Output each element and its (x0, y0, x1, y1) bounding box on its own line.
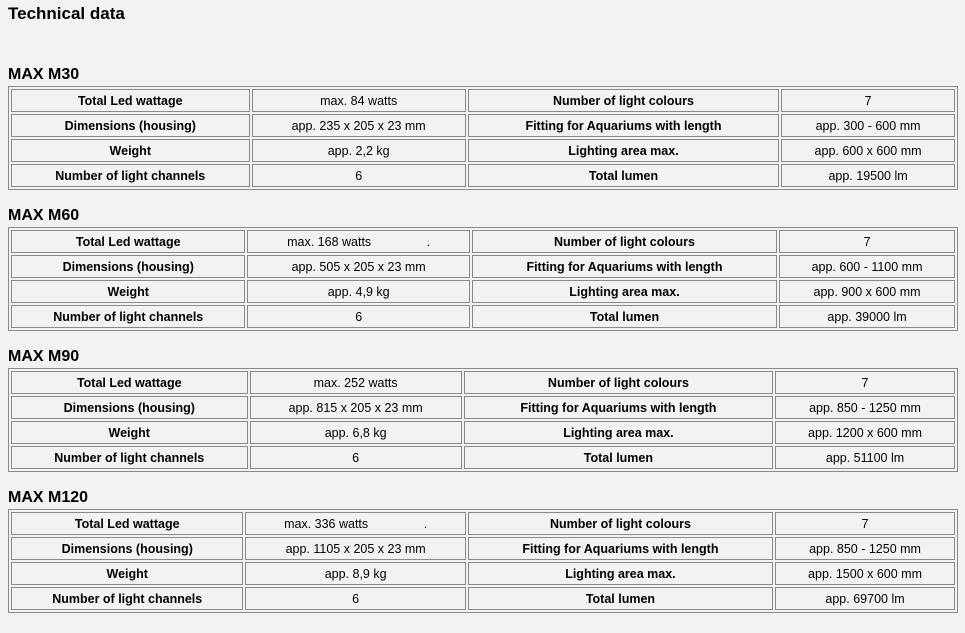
spec-label: Lighting area max. (464, 421, 773, 444)
spec-value: app. 8,9 kg (245, 562, 465, 585)
spec-table (8, 227, 958, 331)
spec-table (8, 368, 958, 472)
spec-label: Fitting for Aquariums with length (472, 255, 777, 278)
spec-label: Lighting area max. (472, 280, 777, 303)
spec-value: 7 (779, 230, 955, 253)
spec-value: app. 2,2 kg (252, 139, 466, 162)
table-row (11, 562, 955, 585)
model-title: MAX M30 (8, 66, 80, 83)
spec-label: Number of light colours (468, 89, 779, 112)
spec-value: max. 168 watts . (247, 230, 469, 253)
spec-value: app. 600 - 1100 mm (779, 255, 955, 278)
model-section-m90 (8, 346, 958, 472)
spec-value: app. 4,9 kg (247, 280, 469, 303)
table-row (11, 255, 955, 278)
model-title: MAX M120 (8, 489, 89, 506)
spec-value: app. 815 x 205 x 23 mm (250, 396, 462, 419)
spec-value: app. 69700 lm (775, 587, 955, 610)
spec-value: 6 (247, 305, 469, 328)
spec-table (8, 86, 958, 190)
table-row (11, 89, 955, 112)
spec-table (8, 509, 958, 613)
spec-label: Number of light channels (11, 446, 248, 469)
spec-value: max. 252 watts (250, 371, 462, 394)
spec-value: app. 1500 x 600 mm (775, 562, 955, 585)
spec-value: 7 (775, 371, 955, 394)
spec-value: max. 84 watts (252, 89, 466, 112)
spec-label: Total lumen (472, 305, 777, 328)
page-title: Technical data (8, 4, 125, 23)
spec-label: Lighting area max. (468, 139, 779, 162)
table-row (11, 421, 955, 444)
spec-value: app. 850 - 1250 mm (775, 537, 955, 560)
table-row (11, 305, 955, 328)
spec-label: Weight (11, 139, 250, 162)
spec-value: app. 51100 lm (775, 446, 955, 469)
spec-label: Total lumen (464, 446, 773, 469)
spec-value: app. 235 x 205 x 23 mm (252, 114, 466, 137)
table-row (11, 164, 955, 187)
table-row (11, 537, 955, 560)
spec-value: 7 (781, 89, 955, 112)
spec-value: app. 600 x 600 mm (781, 139, 955, 162)
spec-value: app. 300 - 600 mm (781, 114, 955, 137)
spec-label: Weight (11, 421, 248, 444)
table-row (11, 587, 955, 610)
spec-label: Total Led wattage (11, 230, 245, 253)
spec-value: app. 1105 x 205 x 23 mm (245, 537, 465, 560)
spec-label: Dimensions (housing) (11, 114, 250, 137)
spec-label: Total lumen (468, 587, 773, 610)
spec-value: app. 19500 lm (781, 164, 955, 187)
model-title: MAX M90 (8, 348, 80, 365)
table-row (11, 371, 955, 394)
table-row (11, 280, 955, 303)
spec-label: Number of light channels (11, 587, 243, 610)
table-row (11, 114, 955, 137)
spec-label: Total Led wattage (11, 512, 243, 535)
spec-label: Fitting for Aquariums with length (468, 114, 779, 137)
spec-value: 6 (250, 446, 462, 469)
spec-value: app. 1200 x 600 mm (775, 421, 955, 444)
spec-value: app. 505 x 205 x 23 mm (247, 255, 469, 278)
spec-value: app. 6,8 kg (250, 421, 462, 444)
spec-value: 6 (252, 164, 466, 187)
table-row (11, 512, 955, 535)
model-section-m60 (8, 205, 958, 331)
spec-label: Dimensions (housing) (11, 537, 243, 560)
spec-label: Dimensions (housing) (11, 255, 245, 278)
spec-value: app. 39000 lm (779, 305, 955, 328)
spec-label: Total Led wattage (11, 371, 248, 394)
table-row (11, 139, 955, 162)
model-section-m120 (8, 487, 958, 613)
spec-value: 7 (775, 512, 955, 535)
table-row (11, 446, 955, 469)
spec-label: Number of light colours (468, 512, 773, 535)
spec-label: Number of light channels (11, 305, 245, 328)
spec-label: Weight (11, 562, 243, 585)
spec-label: Number of light channels (11, 164, 250, 187)
table-row (11, 396, 955, 419)
spec-value: 6 (245, 587, 465, 610)
spec-value: max. 336 watts . (245, 512, 465, 535)
spec-label: Number of light colours (472, 230, 777, 253)
spec-label: Number of light colours (464, 371, 773, 394)
spec-label: Weight (11, 280, 245, 303)
spec-label: Total Led wattage (11, 89, 250, 112)
spec-value: app. 900 x 600 mm (779, 280, 955, 303)
model-section-m30 (8, 64, 958, 190)
spec-label: Lighting area max. (468, 562, 773, 585)
table-row (11, 230, 955, 253)
spec-label: Dimensions (housing) (11, 396, 248, 419)
spec-label: Fitting for Aquariums with length (468, 537, 773, 560)
model-title: MAX M60 (8, 207, 80, 224)
spec-label: Total lumen (468, 164, 779, 187)
spec-value: app. 850 - 1250 mm (775, 396, 955, 419)
spec-label: Fitting for Aquariums with length (464, 396, 773, 419)
